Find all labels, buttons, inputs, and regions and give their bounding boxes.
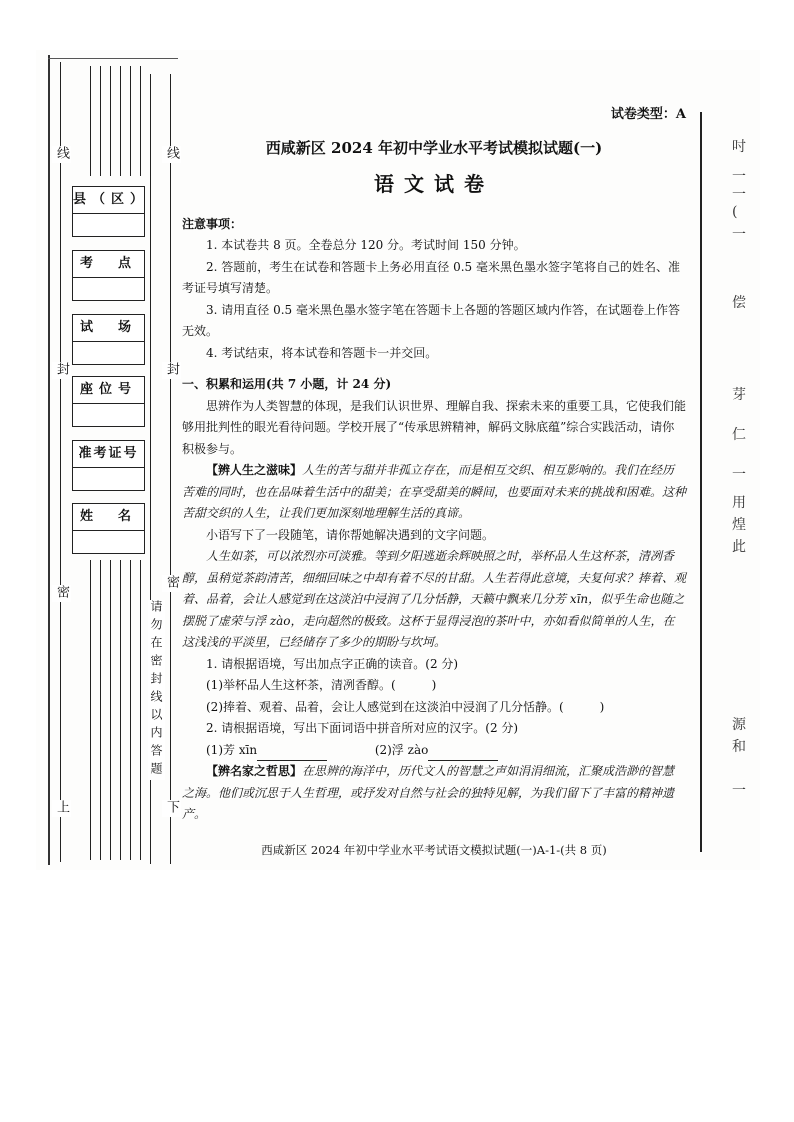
exam-room-box — [72, 314, 145, 365]
bleed-char: 一 — [732, 187, 746, 203]
seat-field[interactable] — [73, 404, 144, 426]
notice-heading: 注意事项： — [182, 216, 243, 231]
question-2-1: (1)芳 xīn — [206, 742, 258, 757]
question-2-items — [182, 740, 686, 762]
binding-line — [120, 66, 121, 176]
answer-blank[interactable] — [257, 746, 327, 761]
binding-mark-seal-inner: 封 — [164, 362, 179, 379]
binding-line — [100, 560, 101, 860]
bleed-char: 源 — [732, 717, 746, 733]
exam-room-label: 试 场 — [73, 315, 144, 342]
binding-line — [100, 66, 101, 176]
bleed-char: 一 — [732, 783, 746, 799]
task-lead: 小语写下了一段随笔，请你帮她解决遇到的文字问题。 — [206, 527, 495, 542]
right-margin-rule — [700, 112, 702, 852]
essay-passage: 人生如茶，可以浓烈亦可淡雅。等到夕阳逃逝余辉映照之时，举杯品人生这杯茶，清冽香醇，虽稍觉茶韵清苦，细细回味之中却有着不尽的甘甜。人生若得此意境，夫复何求？捧着、观着、品着，会让人感觉到在这淡泊中浸润了几分恬静，天籁中飘来几分芳 xīn，似乎生命也随之摆脱了虚荣与浮 zào，走向超然的极致。这杯于显得浸泡的茶叶中，亦如看似简单的人生，在这浅浅的平淡里，已经储存了多少的期盼与坎坷。 — [182, 549, 687, 649]
bleed-char: 芽 — [732, 387, 746, 403]
binding-line — [90, 66, 91, 176]
notice-item: 2. 答题前，考生在试卷和答题卡上务必用直径 0.5 毫米黑色墨水签字笔将自己的姓名、准考证号填写清楚。 — [182, 259, 680, 295]
bleed-char: 偿 — [732, 295, 746, 311]
question-1: 1. 请根据语境，写出加点字正确的读音。(2 分) — [206, 656, 459, 671]
bleed-char: 和 — [732, 739, 746, 755]
binding-mark-line: 线 — [54, 146, 69, 163]
binding-line — [130, 560, 131, 860]
exam-title: 西咸新区 2024 年初中学业水平考试模拟试题(一) — [265, 139, 603, 157]
part1-tag: 【辨人生之滋味】 — [206, 463, 303, 477]
exam-site-label: 考 点 — [73, 251, 144, 278]
binding-mark-secret: 密 — [54, 585, 69, 602]
binding-line — [60, 62, 61, 862]
county-box — [72, 186, 150, 237]
binding-mark-up: 上 — [54, 800, 69, 817]
bleed-char: 用 — [732, 495, 746, 511]
page-footer: 西咸新区 2024 年初中学业水平考试语文模拟试题(一)A-1-(共 8 页) — [261, 842, 607, 857]
bleed-char: 吋 — [732, 139, 746, 155]
name-field[interactable] — [73, 531, 144, 553]
binding-mark-secret-inner: 密 — [164, 575, 179, 592]
binding-line — [140, 66, 141, 176]
binding-line — [110, 560, 111, 860]
section-intro: 思辨作为人类智慧的体现，是我们认识世界、理解自我、探索未来的重要工具，它使我们能够用批判性的眼光看待问题。学校开展了“传承思辨精神，解码文脉底蕴”综合实践活动，请你积极参与。 — [182, 398, 687, 456]
part1-text: 人生的苦与甜并非孤立存在，而是相互交织、相互影响的。我们在经历苦难的同时，也在品味着生活中的甜美；在享受甜美的瞬间，也要面对未来的挑战和困难。这种苦甜交织的人生，让我们更加深刻地理解生活的真谛。 — [182, 463, 687, 520]
exam-room-field[interactable] — [73, 342, 144, 364]
admission-field[interactable] — [73, 468, 144, 490]
admission-label: 准考证号 — [73, 441, 144, 468]
part2-paragraph — [182, 761, 686, 826]
name-box — [72, 503, 145, 554]
county-field[interactable] — [73, 214, 144, 236]
bleed-char: ( — [732, 204, 738, 220]
part1-paragraph — [182, 460, 686, 525]
county-label: 县（区） — [73, 187, 144, 214]
binding-warning: 请勿在密封线以内答题 — [149, 600, 163, 780]
exam-site-field[interactable] — [73, 278, 144, 300]
subject-title: 语文试卷 — [374, 172, 494, 196]
section-heading: 一、积累和运用(共 7 小题，计 24 分) — [182, 377, 392, 391]
part2-text: 在思辨的海洋中，历代文人的智慧之声如涓涓细流，汇聚成浩渺的智慧之海。他们或沉思于人生哲理，或抒发对自然与社会的独特见解，为我们留下了丰富的精神遗产。 — [182, 764, 675, 821]
page-frame-left — [48, 55, 50, 865]
binding-line — [140, 560, 141, 860]
binding-line — [110, 66, 111, 176]
question-2-2: (2)浮 zào — [374, 742, 429, 757]
binding-line — [90, 560, 91, 860]
answer-blank[interactable] — [428, 746, 498, 761]
binding-mark-down: 下 — [164, 800, 179, 817]
bleed-char: 一 — [732, 227, 746, 243]
binding-line — [130, 66, 131, 176]
bleed-char: 煌 — [732, 517, 746, 533]
question-2: 2. 请根据语境，写出下面词语中拼音所对应的汉字。(2 分) — [206, 721, 519, 735]
binding-mark-line-inner: 线 — [164, 146, 179, 163]
binding-line — [170, 74, 171, 864]
exam-content — [182, 100, 686, 861]
binding-line — [120, 560, 121, 860]
exam-site-box — [72, 250, 145, 301]
notice-item: 3. 请用直径 0.5 毫米黑色墨水签字笔在答题卡上各题的答题区域内作答，在试题卷上作答无效。 — [182, 302, 680, 338]
page-frame-top — [48, 58, 178, 59]
question-1-2: (2)捧着、观着、品着，会让人感觉到在这淡泊中浸润了几分恬静。( ) — [206, 699, 605, 714]
part2-tag: 【辨名家之哲思】 — [206, 764, 303, 778]
bleed-char: 一 — [732, 169, 746, 185]
notice-item: 4. 考试结束，将本试卷和答题卡一并交回。 — [206, 345, 438, 360]
bleed-char: 仁 — [732, 427, 746, 443]
name-label: 姓 名 — [73, 504, 144, 531]
paper-type: 试卷类型：A — [610, 107, 686, 122]
seat-box — [72, 376, 145, 427]
bleed-char: 此 — [732, 539, 746, 555]
binding-mark-seal: 封 — [54, 362, 69, 379]
seat-label: 座位号 — [73, 377, 144, 404]
question-1-1: (1)举杯品人生这杯茶，清冽香醇。( ) — [206, 678, 437, 692]
bleed-char: 一 — [732, 467, 746, 483]
admission-box — [72, 440, 145, 491]
notice-item: 1. 本试卷共 8 页。全卷总分 120 分。考试时间 150 分钟。 — [206, 238, 526, 252]
